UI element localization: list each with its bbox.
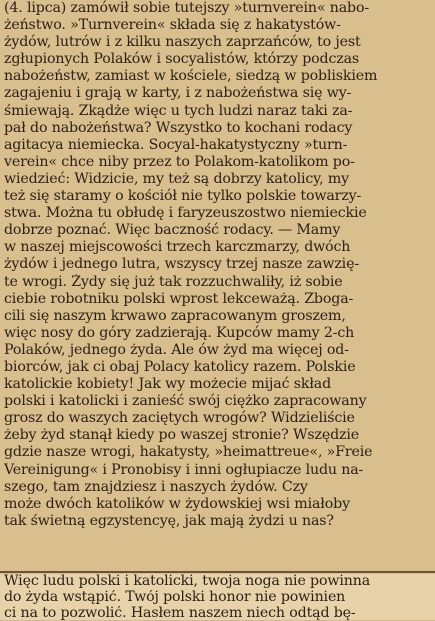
article-text-line: grosz do waszych zaciętych wrogów? Widzieliście (4, 410, 355, 427)
article-text-line: gdzie nasze wrogi, hakatysty, »heimattreue«, »Freie (4, 444, 373, 461)
continuation-text-line: Więc ludu polski i katolicki, twoja noga nie powinna (4, 574, 371, 589)
article-text-line: w naszej miejscowości trzech karczmarzy, dwóch (4, 239, 351, 256)
article-text-line: cili się naszym krwawo zapracowanym groszem, (4, 307, 346, 324)
article-text-line: żeństwo. »Turnverein« składa się z hakatystów- (4, 17, 341, 34)
article-text-line: ciebie robotniku polski wprost lekceważą. Zboga- (4, 290, 354, 307)
article-text-line: więc nosy do góry zadzierają. Kupców mamy 2-ch (4, 324, 355, 341)
continuation-text-line: do żyda wstąpić. Twój polski honor nie powinien (4, 589, 346, 605)
article-text-line: verein« chce niby przez to Polakom-katolikom po- (4, 153, 355, 170)
article-text-line: żeby żyd stanął kiedy po waszej stronie? Wszędzie (4, 427, 360, 444)
article-text-line: śmiewają. Zkądże więc u tych ludzi naraz taki za- (4, 102, 353, 119)
article-text-line: też się staramy o kościół nie tylko polskie towarzy- (4, 188, 362, 205)
article-text-line: wiedzieć: Widzicie, my też są dobrzy katolicy, my (4, 170, 350, 187)
article-text-line: katolickie kobiety! Jak wy możecie mijać skład (4, 376, 332, 393)
article-continuation-block (0, 574, 435, 620)
article-text-line: Polaków, jednego żyda. Ale ów żyd ma więcej od- (4, 341, 349, 358)
article-text-line: te wrogi. Żydy się już tak rozzuchwaliły, iż sobie (4, 273, 343, 290)
continuation-text-line: ci na to pozwolić. Hasłem naszem niech odtąd bę- (4, 605, 356, 621)
article-text-line: biorców, jak ci obaj Polacy katolicy razem. Polskie (4, 358, 356, 375)
article-text-line: dobrze poznać. Więc baczność rodacy. — Mamy (4, 222, 341, 239)
article-text-line: (4. lipca) zamówił sobie tutejszy »turnverein« nabo- (4, 0, 369, 16)
section-divider (0, 571, 435, 573)
article-text-line: żydów i jednego lutra, wszyscy trzej nasze zawzię- (4, 256, 359, 273)
article-text-line: zagajeniu i grają w karty, i z nabożeństwa się wy- (4, 85, 352, 102)
article-text-line: pał do nabożeństwa? Wszystko to kochani rodacy (4, 119, 353, 136)
article-text-line: stwa. Można tu obłudę i faryzeuszostwo niemieckie (4, 205, 367, 222)
article-text-line: zgłupionych Polaków i socyalistów, którzy podczas (4, 51, 360, 68)
article-text-line: nabożeństw, zamiast w kościele, siedzą w pobliskiem (4, 68, 378, 85)
article-text-line: tak świetną egzystencyę, jak mają żydzi u nas? (4, 512, 334, 529)
article-text-line: polski i katolicki i zanieść swój ciężko zapracowany (4, 393, 367, 410)
article-text-line: może dwóch katolików w żydowskiej wsi miałoby (4, 495, 350, 512)
article-text-line: agitacya niemiecka. Socyal-hakatystyczny »turn- (4, 136, 348, 153)
article-text-line: żydów, lutrów i z kilku naszych zaprzańców, to jest (4, 34, 361, 51)
article-text-line: szego, tam znajdziesz i naszych żydów. Czy (4, 478, 308, 495)
article-text-line: Vereinigung« i Pronobisy i inni ogłupiacze ludu na- (4, 461, 364, 478)
